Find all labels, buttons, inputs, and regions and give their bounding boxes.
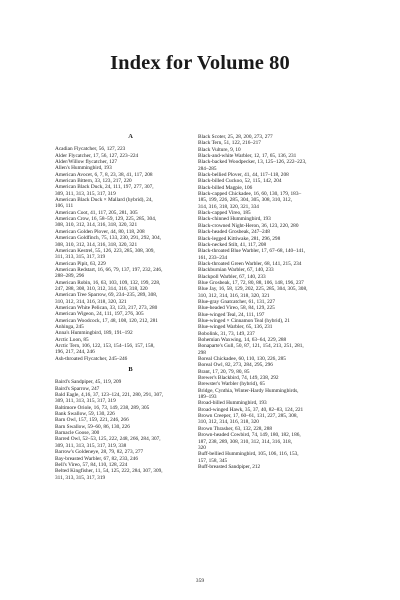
- index-entry: [55, 436, 206, 449]
- index-entry: [55, 184, 206, 197]
- index-entry-line: American Redstart, 16, 66, 79, 137, 197, 232, 246,: [55, 266, 163, 273]
- index-entry-line: American White Pelican, 33, 123, 217, 273, 280: [55, 304, 158, 311]
- index-entry-line: Black-chinned Hummingbird, 193: [198, 216, 271, 223]
- index-entry-line: Anna's Hummingbird, 189, 191–192: [55, 330, 133, 337]
- index-entry-line: American Black Duck, 24, 111, 197, 277, 307,: [55, 184, 154, 191]
- index-entry-line: 311, 313, 315, 317, 319: [55, 254, 106, 261]
- index-entry-line: Bank Swallow, 59, 130, 226: [55, 411, 115, 418]
- index-entry-line: American Crow, 16, 58–59, 129, 225, 285, 304,: [55, 216, 157, 223]
- index-entry-line: Boreal Chickadee, 60, 110, 130, 226, 285: [198, 356, 286, 363]
- index-entry-line: American Golden Plover, 44, 80, 118, 208: [55, 228, 145, 235]
- index-entry-line: 308, 310, 312, 314, 316, 318, 320, 321: [55, 241, 138, 248]
- index-entry-line: Black-billed Magpie, 106: [198, 184, 253, 191]
- index-entry-line: Belted Kingfisher, 11, 54, 125, 222, 284, 307, 309,: [55, 468, 163, 475]
- index-entry: [55, 280, 206, 293]
- index-entry-line: American Kestrel, 55, 126, 223, 285, 308, 309,: [55, 247, 155, 254]
- index-entry-line: Anhinga, 245: [55, 323, 84, 330]
- index-entry-line: 310, 312, 314, 316, 318, 320, 321: [55, 298, 127, 305]
- index-entry: [198, 286, 349, 299]
- index-entry-line: 247, 288, 308, 310, 312, 314, 316, 318, 320: [55, 285, 148, 292]
- index-entry: [55, 292, 206, 305]
- index-entry: [55, 356, 206, 362]
- index-entry-line: Arctic Tern, 106, 122, 153, 154–156, 157, 158,: [55, 343, 155, 349]
- index-entry: [55, 216, 206, 229]
- index-entry-line: Black Tern, 51, 122, 216–217: [198, 140, 261, 147]
- section-heading-a: A: [128, 133, 133, 140]
- index-entry-line: Allen's Hummingbird, 193: [55, 165, 112, 172]
- index-entry-line: 309, 311, 313, 315, 317, 319, 338: [55, 442, 127, 449]
- index-entry-line: Bridge, Cynthia, Winter-Hardy Hummingbirds,: [198, 387, 299, 394]
- index-list-a: [55, 146, 206, 362]
- index-entry-line: Black-billed Cuckoo, 52, 115, 142, 204: [198, 178, 282, 185]
- index-entry-line: Brant, 17, 20, 79, 80, 85: [198, 368, 250, 375]
- index-entry: [55, 267, 206, 280]
- index-entry-line: Bell's Vireo, 57, 84, 110, 128, 224: [55, 461, 128, 468]
- index-entry-line: Arctic Loon, 85: [55, 336, 89, 343]
- index-entry-line: Broad-billed Hummingbird, 193: [198, 400, 267, 407]
- index-entry-line: Barn Owl, 157, 159, 221, 246, 266: [55, 417, 129, 424]
- index-entry-line: American Coot, 41, 117, 205, 281, 305: [55, 209, 138, 216]
- index-entry-line: Black-legged Kittiwake, 281, 296, 298: [198, 235, 281, 242]
- index-entry: [55, 235, 206, 248]
- index-entry: [55, 197, 206, 210]
- index-entry-line: Brown Creeper, 17, 60–61, 131, 227, 285, 308,: [198, 413, 298, 420]
- index-entry-line: American Woodcock, 17, 48, 108, 120, 212, 281: [55, 317, 158, 324]
- index-entry-line: Alder Flycatcher, 17, 56, 127, 223–224: [55, 152, 139, 159]
- index-entry-line: American Goldfinch, 75, 133, 230, 291, 292, 304,: [55, 235, 161, 242]
- index-entry-line: Bobolink, 31, 73, 149, 237: [198, 330, 255, 337]
- index-entry-line: 309, 311, 313, 315, 317, 319: [55, 398, 116, 405]
- index-entry-line: Bald Eagle, 4,16, 37, 123–124, 221, 280, 291, 307,: [55, 392, 164, 399]
- index-entry-line: Brown Thrasher, 63, 132, 228, 288: [198, 425, 272, 432]
- index-entry-line: Black-headed Grosbeak, 247–248: [198, 229, 270, 236]
- index-entry-line: Alder/Willow flycatcher, 127: [55, 159, 118, 166]
- index-entry-line: Blue Grosbeak, 17, 72, 80, 88, 106, 148, 196, 237: [198, 279, 304, 286]
- index-entry-line: Blue-winged Warbler, 65, 136, 231: [198, 324, 273, 331]
- index-entry-line: 288–289, 296: [55, 273, 85, 280]
- index-entry: [198, 159, 349, 172]
- index-list-b: [55, 379, 206, 481]
- index-entry: [198, 191, 349, 210]
- index-entry-line: 310, 312, 314, 316, 318, 320, 321: [198, 292, 270, 299]
- index-entry-line: Barred Owl, 52–53, 125, 222, 248, 266, 284, 307,: [55, 436, 161, 443]
- index-entry-line: Black-bellied Plover, 41, 44, 117–118, 208: [198, 172, 289, 179]
- index-entry-line: Black-crowned Night-Heron, 36, 123, 220, 280: [198, 222, 299, 229]
- section-heading-b: B: [128, 366, 133, 374]
- index-entry-line: Brewster's Warbler (hybrid), 65: [198, 381, 265, 388]
- index-entry-line: Ash-throated Flycatcher, 245–246: [55, 355, 128, 362]
- page-number: 359: [195, 578, 205, 584]
- index-entry-line: 189–193: [198, 394, 217, 401]
- index-entry-line: Black-capped Vireo, 185: [198, 210, 251, 217]
- index-entry-line: Blue-winged × Cinnamon Teal (hybrid), 21: [198, 317, 290, 324]
- index-entry: [198, 451, 349, 464]
- index-entry-line: 187, 238, 289, 308, 310, 312, 314, 316, 318,: [198, 438, 293, 445]
- index-entry: [198, 343, 349, 356]
- index-column-left: [55, 134, 206, 481]
- index-entry-line: 161, 233–234: [198, 254, 228, 261]
- index-entry-line: American Robin, 16, 63, 103, 109, 132, 199, 228,: [55, 279, 161, 286]
- index-entry-line: 298: [198, 349, 206, 356]
- index-entry-line: 310, 312, 314, 316, 318, 320: [198, 419, 259, 426]
- index-entry-line: 196, 217, 244, 246: [55, 349, 95, 356]
- index-entry-line: Bay-breasted Warbler, 67, 82, 233, 246: [55, 455, 138, 462]
- index-entry-line: Brown-headed Cowbird, 74, 149, 180, 182, 186,: [198, 432, 301, 439]
- index-entry-line: 309, 311, 313, 315, 317, 319: [55, 190, 116, 197]
- index-entry: [55, 468, 206, 481]
- index-entry-line: 284–285: [198, 165, 217, 172]
- index-entry-line: 157, 158, 345: [198, 457, 228, 464]
- index-entry: [198, 413, 349, 426]
- index-entry-line: Black-throated Blue Warbler, 17, 67–68, 140–141,: [198, 248, 306, 255]
- index-entry-line: 106, 111: [55, 203, 74, 210]
- index-entry: [55, 392, 206, 405]
- index-entry-line: 308, 310, 312, 314, 316, 318, 320, 321: [55, 222, 138, 229]
- index-entry-line: 185, 199, 226, 285, 304, 305, 308, 310, 312,: [198, 197, 293, 204]
- index-entry-line: Baird's Sparrow, 247: [55, 385, 100, 392]
- index-entry-line: Baird's Sandpiper, 45, 119, 209: [55, 379, 122, 386]
- index-entry-line: 314, 316, 318, 320, 321, 334: [198, 203, 259, 210]
- index-entry-line: Buff-bellied Hummingbird, 105, 106, 116, 153,: [198, 451, 299, 458]
- index-entry-line: Broad-winged Hawk, 35, 37, 40, 82–83, 124, 221: [198, 406, 304, 413]
- index-entry-line: American Black Duck × Mallard (hybrid), 24,: [55, 197, 153, 204]
- index-entry-line: Black-and-white Warbler, 12, 17, 65, 136, 231: [198, 153, 297, 160]
- index-entry-line: American Pipit, 63, 229: [55, 260, 106, 267]
- index-entry-line: American Avocet, 6, 7, 8, 23, 38, 41, 117, 208: [55, 171, 153, 178]
- index-entry-line: Barrow's Goldeneye, 28, 79, 82, 273, 277: [55, 449, 144, 456]
- index-entry-line: Black Scoter, 25, 28, 200, 273, 277: [198, 134, 273, 140]
- index-entry: [55, 248, 206, 261]
- index-entry-line: Blue-gray Gnatcatcher, 61, 131, 227: [198, 298, 276, 305]
- index-entry: [198, 432, 349, 451]
- index-entry-line: Blue-winged Teal, 24, 111, 197: [198, 311, 265, 318]
- index-entry-line: American Tree Sparrow, 69, 234–235, 289, 308,: [55, 292, 158, 299]
- index-entry-line: 311, 313, 315, 317, 319: [55, 474, 106, 481]
- index-entry-line: Black-necked Stilt, 41, 117, 208: [198, 241, 267, 248]
- index-entry-line: American Wigeon, 24, 111, 197, 276, 305: [55, 311, 144, 318]
- index-entry: [198, 388, 349, 401]
- index-entry-line: Brewer's Blackbird, 74, 149, 238, 292: [198, 375, 279, 382]
- index-entry-line: Black-throated Green Warbler, 68, 141, 215, 234: [198, 260, 302, 267]
- index-column-right: [198, 134, 349, 470]
- index-list-right: [198, 134, 349, 470]
- index-entry-line: Bonaparte's Gull, 50, 87, 121, 154, 213, 251, 281,: [198, 343, 304, 350]
- index-entry-line: Blackburnian Warbler, 67, 140, 233: [198, 267, 274, 274]
- index-entry-line: Boreal Owl, 82, 273, 284, 295, 296: [198, 362, 273, 369]
- index-entry-line: 320: [198, 444, 206, 451]
- index-entry-line: Buff-breasted Sandpiper, 212: [198, 463, 261, 470]
- index-entry-line: Barnacle Goose, 300: [55, 430, 100, 437]
- index-entry-line: Bohemian Waxwing, 14, 63–64, 229, 288: [198, 337, 287, 343]
- index-entry-line: Blackpoll Warbler, 67, 140, 233: [198, 273, 266, 280]
- index-entry-line: Blue Jay, 16, 58, 129, 202, 225, 285, 304, 305, 308,: [198, 286, 308, 293]
- index-entry-line: Acadian Flycatcher, 56, 127, 223: [55, 146, 126, 153]
- page-title: Index for Volume 80: [110, 52, 290, 74]
- index-entry-line: Black-backed Woodpecker, 13, 125–126, 222–223,: [198, 159, 307, 166]
- index-entry-line: Black Vulture, 9, 10: [198, 146, 241, 153]
- index-entry-line: Black-capped Chickadee, 16, 60, 130, 179, 183–: [198, 191, 302, 198]
- index-entry-line: Barn Swallow, 59–60, 86, 130, 226: [55, 423, 130, 430]
- index-entry-line: Blue-headed Vireo, 58, 84, 129, 225: [198, 305, 275, 312]
- index-entry-line: Baltimore Oriole, 16, 73, 149, 238, 289, 305: [55, 404, 150, 411]
- index-entry: [55, 343, 206, 356]
- index-entry: [198, 248, 349, 261]
- index-entry-line: American Bittern, 33, 123, 217, 220: [55, 178, 132, 185]
- index-entry: [198, 464, 349, 470]
